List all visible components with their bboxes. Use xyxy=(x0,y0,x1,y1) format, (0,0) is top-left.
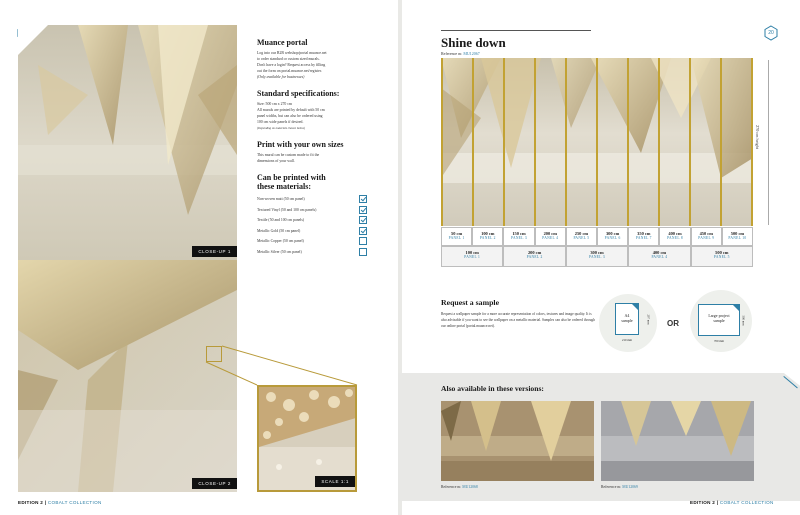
product-reference xyxy=(441,51,480,56)
large-label-2: sample xyxy=(713,318,725,323)
height-label: 270 cm height xyxy=(755,125,760,149)
product-title: Shine down xyxy=(441,35,506,50)
large-height-label: 500 mm xyxy=(741,315,746,326)
versions-title: Also available in these versions: xyxy=(441,384,544,393)
material-row xyxy=(257,215,367,226)
panel-seam xyxy=(472,58,474,226)
sizes-title: Print with your own sizes xyxy=(257,140,344,149)
panel-number: PANEL 2 xyxy=(479,236,496,240)
panel-width: 500 cm xyxy=(730,231,745,236)
version-ref-number: MU12068 xyxy=(462,485,478,489)
panel-number: PANEL 4 xyxy=(542,236,559,240)
materials-title-1: Can be printed with xyxy=(257,173,326,182)
version-reference-2 xyxy=(601,485,638,489)
specs-line-3: panel widths, but can also be ordered using xyxy=(257,114,323,118)
panel-width: 300 cm xyxy=(605,231,620,236)
material-checkbox[interactable] xyxy=(359,237,367,245)
panel-cell xyxy=(722,227,753,246)
panel-cell xyxy=(691,246,753,267)
reference-label: Reference nr. xyxy=(441,51,463,56)
material-row xyxy=(257,247,367,258)
panel-seam xyxy=(565,58,567,226)
version-ref-label: Reference nr. xyxy=(601,485,622,489)
large-sample-label xyxy=(698,313,740,323)
sizes-line-2: dimensions of your wall. xyxy=(257,159,295,163)
panel-cell xyxy=(441,227,472,246)
specs-section xyxy=(257,89,367,131)
a4-label-2: sample xyxy=(621,318,633,323)
material-row xyxy=(257,236,367,247)
panel-cell xyxy=(441,246,503,267)
panel-number: PANEL 1 xyxy=(448,236,465,240)
sizes-section xyxy=(257,140,367,164)
specs-line-2: All murals are printed by default with 50 cm xyxy=(257,108,325,112)
panel-seam xyxy=(689,58,691,226)
material-checkbox[interactable] xyxy=(359,227,367,235)
material-row xyxy=(257,226,367,237)
specs-line-5: (Depending on materials chosen below) xyxy=(257,126,305,130)
panel-number: PANEL 8 xyxy=(667,236,683,240)
page-number-badge-right xyxy=(763,25,779,41)
footer-sep-left: | xyxy=(44,500,47,505)
version-thumbnail-1[interactable] xyxy=(441,401,594,481)
panel-width: 200 cm xyxy=(527,250,542,255)
panel-number: PANEL 10 xyxy=(728,236,747,240)
panel-number: PANEL 4 xyxy=(651,255,668,259)
panel-width: 300 cm xyxy=(590,250,604,255)
version-ref-number: MU12069 xyxy=(622,485,638,489)
panel-width: 400 cm xyxy=(668,231,682,236)
specs-line-4: 100 cm wide panels if desired. xyxy=(257,120,304,124)
or-label: OR xyxy=(667,319,679,328)
panel-width: 250 cm xyxy=(574,231,589,236)
footer-edition-right: EDITION 2 xyxy=(690,500,716,505)
material-checkbox[interactable] xyxy=(359,216,367,224)
version-thumbnail-2[interactable] xyxy=(601,401,754,481)
footer-edition-left: EDITION 2 xyxy=(18,500,44,505)
panel-table xyxy=(441,227,753,267)
page-corner-icon xyxy=(631,303,639,311)
portal-line-1: Log into our B2B webshop/portal muance.net xyxy=(257,51,327,55)
panel-cell xyxy=(566,246,628,267)
panel-width: 150 cm xyxy=(512,231,526,236)
portal-line-5: (Only available for businesses) xyxy=(257,75,305,79)
caption-scale: SCALE 1:1 xyxy=(315,476,355,487)
panel-number: PANEL 9 xyxy=(698,236,715,240)
specs-line-1: Size: 500 cm x 270 cm xyxy=(257,102,292,106)
panel-cell xyxy=(691,227,722,246)
specs-title: Standard specifications: xyxy=(257,89,340,98)
panel-number: PANEL 5 xyxy=(713,255,730,259)
material-label: Textile (50 and 100 cm panels) xyxy=(257,218,305,223)
page-number-right: 20 xyxy=(768,29,774,36)
material-label: Metallic Silver (50 cm panel) xyxy=(257,249,302,254)
a4-width-label: 210 mm xyxy=(622,338,632,342)
panel-width: 100 cm xyxy=(465,250,479,255)
panel-width: 50 cm xyxy=(451,231,463,236)
material-checkbox[interactable] xyxy=(359,206,367,214)
panel-cell xyxy=(503,227,534,246)
sample-description: Request a wallpaper sample for a more accurate representation of colors, textures and image quality. It is also advisable if you want to see the wallpaper on a metallic material. Samples can also be ordered through our online portal (portal.muance.net). xyxy=(441,312,595,328)
material-checkbox[interactable] xyxy=(359,195,367,203)
panel-row-50 xyxy=(441,227,753,246)
material-label: Textured Vinyl (50 and 100 cm panels) xyxy=(257,207,317,212)
panel-width: 400 cm xyxy=(652,250,667,255)
material-label: Metallic Gold (50 cm panel) xyxy=(257,228,301,233)
panel-cell xyxy=(628,227,659,246)
a4-label-1: A4 xyxy=(624,313,630,318)
material-row xyxy=(257,194,367,205)
sample-title: Request a sample xyxy=(441,298,500,307)
panel-width: 100 cm xyxy=(481,231,495,236)
panel-width: 450 cm xyxy=(699,231,713,236)
caption-close-up-1: CLOSE-UP 1 xyxy=(192,246,237,257)
a4-sample-label xyxy=(615,313,639,323)
footer-collection-right: COBALT COLLECTION xyxy=(719,500,774,505)
panel-number: PANEL 3 xyxy=(589,255,605,259)
panel-seam xyxy=(627,58,629,226)
panel-cell xyxy=(535,227,566,246)
panel-cell xyxy=(628,246,690,267)
material-row xyxy=(257,205,367,216)
materials-title-2: these materials: xyxy=(257,182,311,191)
panel-width: 500 cm xyxy=(715,250,729,255)
caption-close-up-2: CLOSE-UP 2 xyxy=(192,478,237,489)
panel-number: PANEL 7 xyxy=(635,236,652,240)
portal-title: Muance portal xyxy=(257,38,308,47)
title-rule xyxy=(441,30,591,31)
portal-section xyxy=(257,38,367,80)
version-reference-1 xyxy=(441,485,478,489)
version-ref-label: Reference nr. xyxy=(441,485,462,489)
portal-line-4: out the form on portal.muance.net/register. xyxy=(257,69,322,73)
material-checkbox[interactable] xyxy=(359,248,367,256)
portal-line-2: to order standard or custom sized murals. xyxy=(257,57,320,61)
large-width-label: 700 mm xyxy=(714,339,724,343)
panel-cell xyxy=(566,227,597,246)
panel-number: PANEL 5 xyxy=(573,236,590,240)
panel-seam xyxy=(751,58,753,226)
a4-height-label: 297 mm xyxy=(646,314,651,325)
panel-seam xyxy=(596,58,598,226)
footer-right xyxy=(690,500,774,505)
material-label: Non-woven matt (50 cm panel) xyxy=(257,197,305,202)
material-label: Metallic Copper (50 cm panel) xyxy=(257,239,304,244)
left-text-column xyxy=(257,38,367,266)
materials-section xyxy=(257,173,367,257)
panel-seam xyxy=(441,58,443,226)
footer-collection-left: COBALT COLLECTION xyxy=(47,500,102,505)
panel-number: PANEL 2 xyxy=(526,255,543,259)
panel-cell xyxy=(659,227,690,246)
panel-seam xyxy=(720,58,722,226)
panel-number: PANEL 3 xyxy=(511,236,527,240)
reference-number: MU12067 xyxy=(463,51,480,56)
panel-number: PANEL 6 xyxy=(604,236,621,240)
footer-sep-right: | xyxy=(716,500,719,505)
sizes-line-1: This mural can be custom made to fit the xyxy=(257,153,320,157)
panel-width: 350 cm xyxy=(637,231,651,236)
panel-cell xyxy=(503,246,565,267)
panel-seam xyxy=(658,58,660,226)
panel-seam xyxy=(503,58,505,226)
height-dimension-line xyxy=(768,60,769,225)
panel-width: 200 cm xyxy=(543,231,557,236)
scale-detail-image xyxy=(257,385,357,492)
panel-row-100 xyxy=(441,246,753,267)
portal-line-3: Don't have a login? Request access by filling xyxy=(257,63,326,67)
panel-number: PANEL 1 xyxy=(464,255,481,259)
panel-cell xyxy=(597,227,628,246)
footer-left xyxy=(18,500,102,505)
page-corner-icon xyxy=(732,304,740,312)
large-label-1: Large project xyxy=(708,313,730,318)
panel-seam xyxy=(534,58,536,226)
panel-cell xyxy=(472,227,503,246)
